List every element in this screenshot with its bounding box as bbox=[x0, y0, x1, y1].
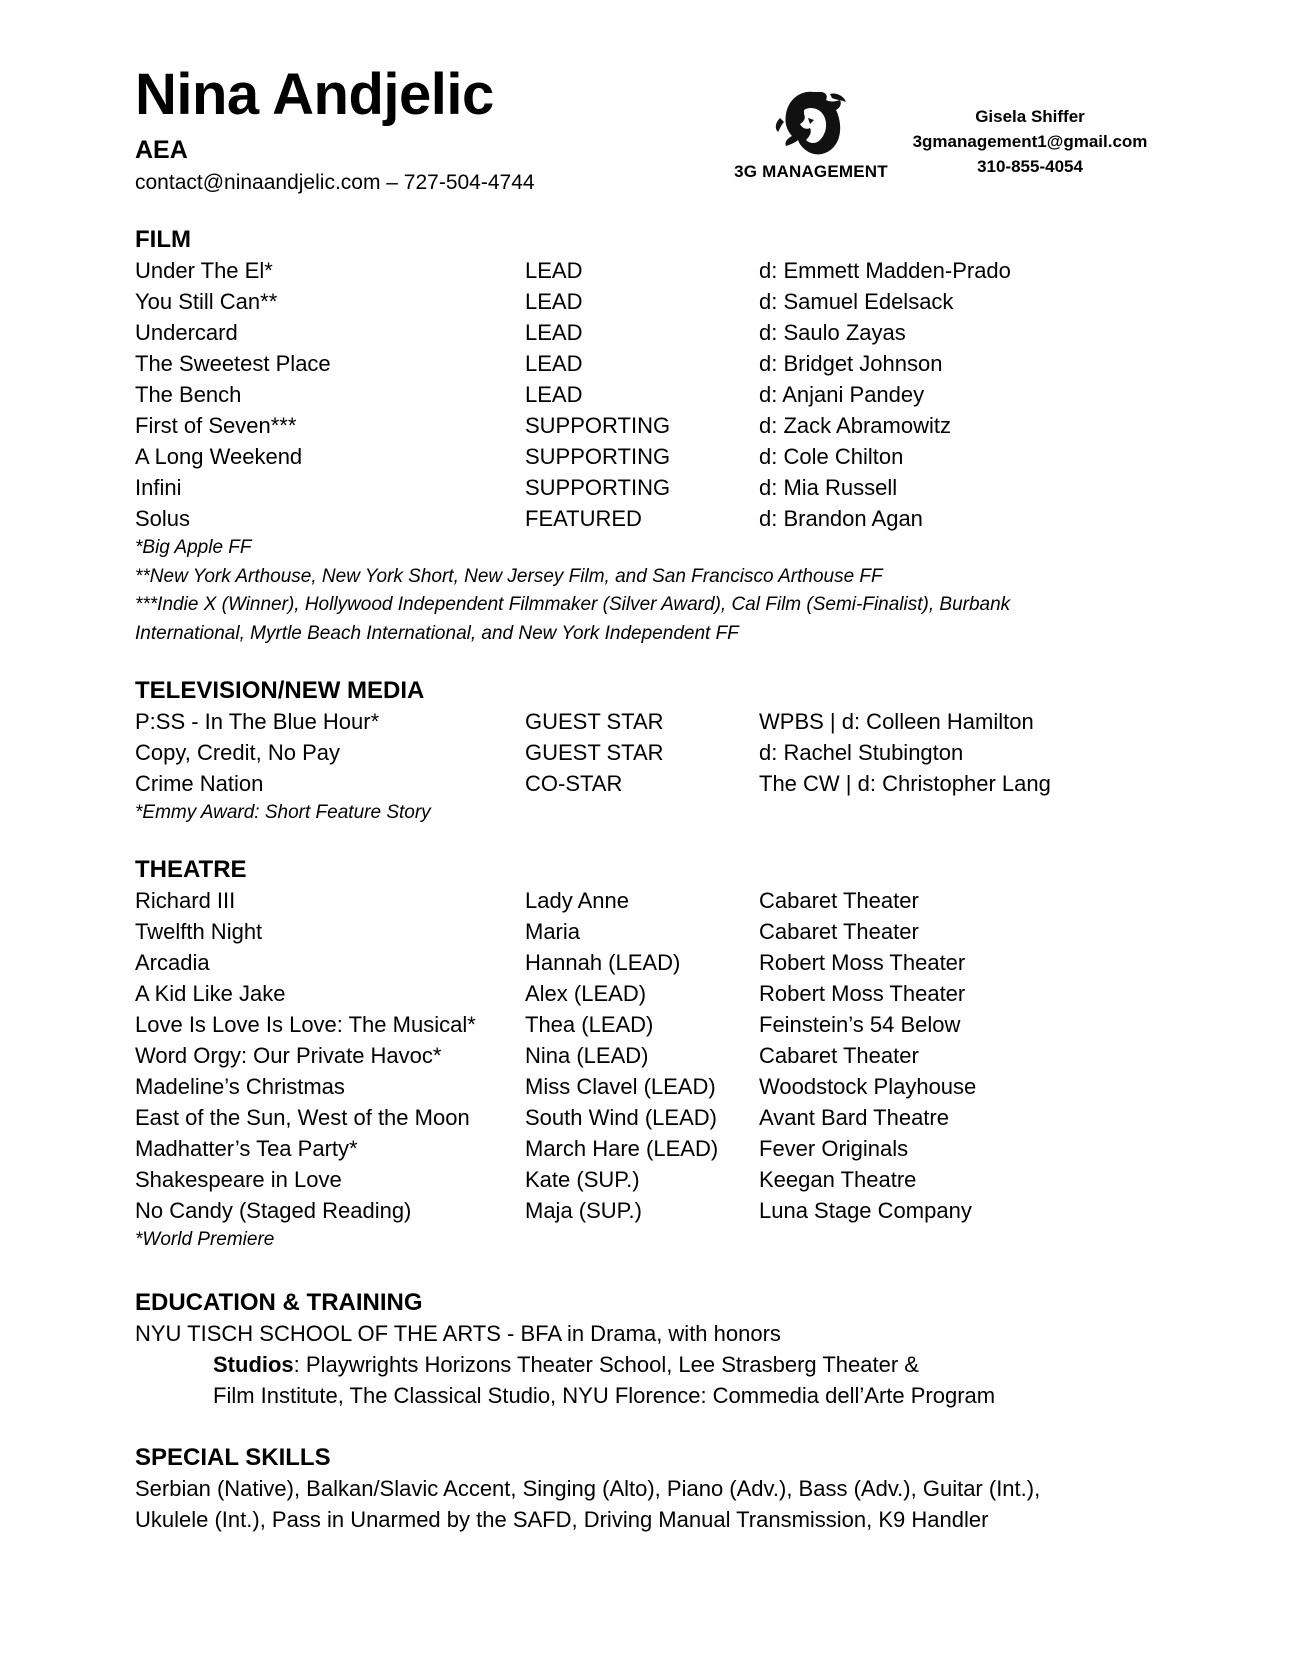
credit-row bbox=[135, 706, 1179, 737]
theatre-heading: THEATRE bbox=[135, 856, 247, 883]
education-studios-line: Film Institute, The Classical Studio, NYU Florence: Commedia dell’Arte Program bbox=[213, 1383, 996, 1408]
credit-venue: Fever Originals bbox=[759, 1136, 909, 1161]
credit-title: A Long Weekend bbox=[135, 444, 303, 469]
film-footnote: International, Myrtle Beach International, and New York Independent FF bbox=[135, 622, 739, 644]
credit-role: LEAD bbox=[525, 258, 583, 283]
credit-role: SUPPORTING bbox=[525, 444, 671, 469]
skills-list: Serbian (Native), Balkan/Slavic Accent, Singing (Alto), Piano (Adv.), Bass (Adv.), Guitar (Int.), bbox=[135, 1476, 1041, 1501]
agent-phone: 310-855-4054 bbox=[977, 157, 1083, 176]
credit-row bbox=[135, 737, 1179, 768]
education-studios-line bbox=[135, 1349, 995, 1380]
credit-role: March Hare (LEAD) bbox=[525, 1136, 719, 1161]
credit-director: WPBS | d: Colleen Hamilton bbox=[759, 709, 1034, 734]
credit-row bbox=[135, 978, 1179, 1009]
credit-title: P:SS - In The Blue Hour* bbox=[135, 709, 380, 734]
credit-role: LEAD bbox=[525, 320, 583, 345]
credit-title: A Kid Like Jake bbox=[135, 981, 286, 1006]
credit-venue: Avant Bard Theatre bbox=[759, 1105, 949, 1130]
credit-title: Undercard bbox=[135, 320, 238, 345]
skills-list: Ukulele (Int.), Pass in Unarmed by the SAFD, Driving Manual Transmission, K9 Handler bbox=[135, 1507, 989, 1532]
studios-list: : Playwrights Horizons Theater School, Lee Strasberg Theater & bbox=[293, 1352, 919, 1377]
credit-row bbox=[135, 317, 1179, 348]
credit-director: d: Brandon Agan bbox=[759, 506, 923, 531]
credit-title: Madhatter’s Tea Party* bbox=[135, 1136, 358, 1161]
credit-role: GUEST STAR bbox=[525, 740, 664, 765]
credit-role: GUEST STAR bbox=[525, 709, 664, 734]
agency-logo bbox=[726, 88, 896, 188]
credit-role: Maria bbox=[525, 919, 581, 944]
agent-info bbox=[900, 104, 1160, 179]
education-school: NYU TISCH SCHOOL OF THE ARTS - BFA in Drama, with honors bbox=[135, 1321, 781, 1346]
credit-title: Crime Nation bbox=[135, 771, 264, 796]
credit-director: d: Emmett Madden-Prado bbox=[759, 258, 1011, 283]
credit-row bbox=[135, 1040, 1179, 1071]
credit-title: Shakespeare in Love bbox=[135, 1167, 342, 1192]
theatre-footnote: *World Premiere bbox=[135, 1229, 275, 1250]
credit-title: No Candy (Staged Reading) bbox=[135, 1198, 412, 1223]
credit-row bbox=[135, 768, 1179, 799]
credit-director: d: Saulo Zayas bbox=[759, 320, 906, 345]
credit-venue: Woodstock Playhouse bbox=[759, 1074, 977, 1099]
credit-venue: Cabaret Theater bbox=[759, 1043, 919, 1068]
tv-heading: TELEVISION/NEW MEDIA bbox=[135, 677, 425, 704]
education-heading: EDUCATION & TRAINING bbox=[135, 1289, 423, 1316]
credit-director: d: Cole Chilton bbox=[759, 444, 904, 469]
credit-row bbox=[135, 1071, 1179, 1102]
credit-role: SUPPORTING bbox=[525, 475, 671, 500]
credit-title: The Bench bbox=[135, 382, 242, 407]
credit-role: LEAD bbox=[525, 289, 583, 314]
credit-director: The CW | d: Christopher Lang bbox=[759, 771, 1051, 796]
credit-row bbox=[135, 503, 1179, 534]
credit-venue: Robert Moss Theater bbox=[759, 950, 966, 975]
credit-title: Twelfth Night bbox=[135, 919, 263, 944]
credit-role: Hannah (LEAD) bbox=[525, 950, 681, 975]
credit-title: Richard III bbox=[135, 888, 236, 913]
credit-role: SUPPORTING bbox=[525, 413, 671, 438]
credit-row bbox=[135, 1164, 1179, 1195]
credit-role: Alex (LEAD) bbox=[525, 981, 647, 1006]
credit-row bbox=[135, 947, 1179, 978]
film-footnote: **New York Arthouse, New York Short, New Jersey Film, and San Francisco Arthouse FF bbox=[135, 565, 883, 587]
tv-section bbox=[135, 676, 1179, 828]
credit-title: Solus bbox=[135, 506, 191, 531]
credit-venue: Luna Stage Company bbox=[759, 1198, 972, 1223]
credit-title: East of the Sun, West of the Moon bbox=[135, 1105, 470, 1130]
credit-title: Arcadia bbox=[135, 950, 210, 975]
credit-row bbox=[135, 441, 1179, 472]
credit-row bbox=[135, 1133, 1179, 1164]
agent-name: Gisela Shiffer bbox=[975, 107, 1085, 126]
credit-row bbox=[135, 885, 1179, 916]
actor-name: Nina Andjelic bbox=[135, 62, 494, 127]
credit-row bbox=[135, 916, 1179, 947]
credit-title: Love Is Love Is Love: The Musical* bbox=[135, 1012, 476, 1037]
credit-role: Thea (LEAD) bbox=[525, 1012, 654, 1037]
credit-row bbox=[135, 255, 1179, 286]
agency-logo-text: 3G MANAGEMENT bbox=[734, 162, 888, 181]
credit-row bbox=[135, 348, 1179, 379]
credit-role: LEAD bbox=[525, 351, 583, 376]
union-affiliation: AEA bbox=[135, 136, 188, 164]
credit-venue: Robert Moss Theater bbox=[759, 981, 966, 1006]
credit-role: LEAD bbox=[525, 382, 583, 407]
theatre-section bbox=[135, 855, 1179, 1255]
credit-title: The Sweetest Place bbox=[135, 351, 331, 376]
credit-row bbox=[135, 472, 1179, 503]
lion-head-icon bbox=[770, 88, 854, 160]
credit-role: CO-STAR bbox=[525, 771, 623, 796]
credit-venue: Feinstein’s 54 Below bbox=[759, 1012, 961, 1037]
credit-venue: Keegan Theatre bbox=[759, 1167, 917, 1192]
agent-email: 3gmanagement1@gmail.com bbox=[912, 132, 1148, 151]
credit-title: Word Orgy: Our Private Havoc* bbox=[135, 1043, 442, 1068]
credit-title: Madeline’s Christmas bbox=[135, 1074, 345, 1099]
tv-footnote: *Emmy Award: Short Feature Story bbox=[135, 802, 431, 823]
credit-title: Copy, Credit, No Pay bbox=[135, 740, 341, 765]
credit-row bbox=[135, 1009, 1179, 1040]
credit-director: d: Rachel Stubington bbox=[759, 740, 964, 765]
credit-title: Under The El* bbox=[135, 258, 273, 283]
credit-role: Lady Anne bbox=[525, 888, 629, 913]
credit-title: Infini bbox=[135, 475, 182, 500]
skills-heading: SPECIAL SKILLS bbox=[135, 1444, 331, 1471]
credit-role: South Wind (LEAD) bbox=[525, 1105, 717, 1130]
credit-director: d: Samuel Edelsack bbox=[759, 289, 954, 314]
film-footnote: ***Indie X (Winner), Hollywood Independent Filmmaker (Silver Award), Cal Film (Semi-Finalist), Burbank bbox=[135, 594, 1011, 615]
credit-row bbox=[135, 286, 1179, 317]
credit-row bbox=[135, 1102, 1179, 1133]
skills-section bbox=[135, 1443, 1040, 1535]
credit-title: First of Seven*** bbox=[135, 413, 297, 438]
credit-row bbox=[135, 410, 1179, 441]
film-section bbox=[135, 225, 1179, 648]
education-section bbox=[135, 1288, 995, 1411]
credit-venue: Cabaret Theater bbox=[759, 888, 919, 913]
credit-role: Miss Clavel (LEAD) bbox=[525, 1074, 716, 1099]
studios-label: Studios bbox=[213, 1352, 294, 1377]
film-footnote: *Big Apple FF bbox=[135, 537, 252, 558]
film-heading: FILM bbox=[135, 226, 191, 253]
credit-row bbox=[135, 1195, 1179, 1226]
credit-director: d: Zack Abramowitz bbox=[759, 413, 951, 438]
credit-director: d: Mia Russell bbox=[759, 475, 898, 500]
credit-role: Nina (LEAD) bbox=[525, 1043, 649, 1068]
credit-role: Maja (SUP.) bbox=[525, 1198, 642, 1223]
credit-role: Kate (SUP.) bbox=[525, 1167, 640, 1192]
credit-row bbox=[135, 379, 1179, 410]
contact-info: contact@ninaandjelic.com – 727-504-4744 bbox=[135, 171, 535, 194]
credit-venue: Cabaret Theater bbox=[759, 919, 919, 944]
credit-title: You Still Can** bbox=[135, 289, 278, 314]
credit-role: FEATURED bbox=[525, 506, 642, 531]
credit-director: d: Anjani Pandey bbox=[759, 382, 925, 407]
credit-director: d: Bridget Johnson bbox=[759, 351, 943, 376]
